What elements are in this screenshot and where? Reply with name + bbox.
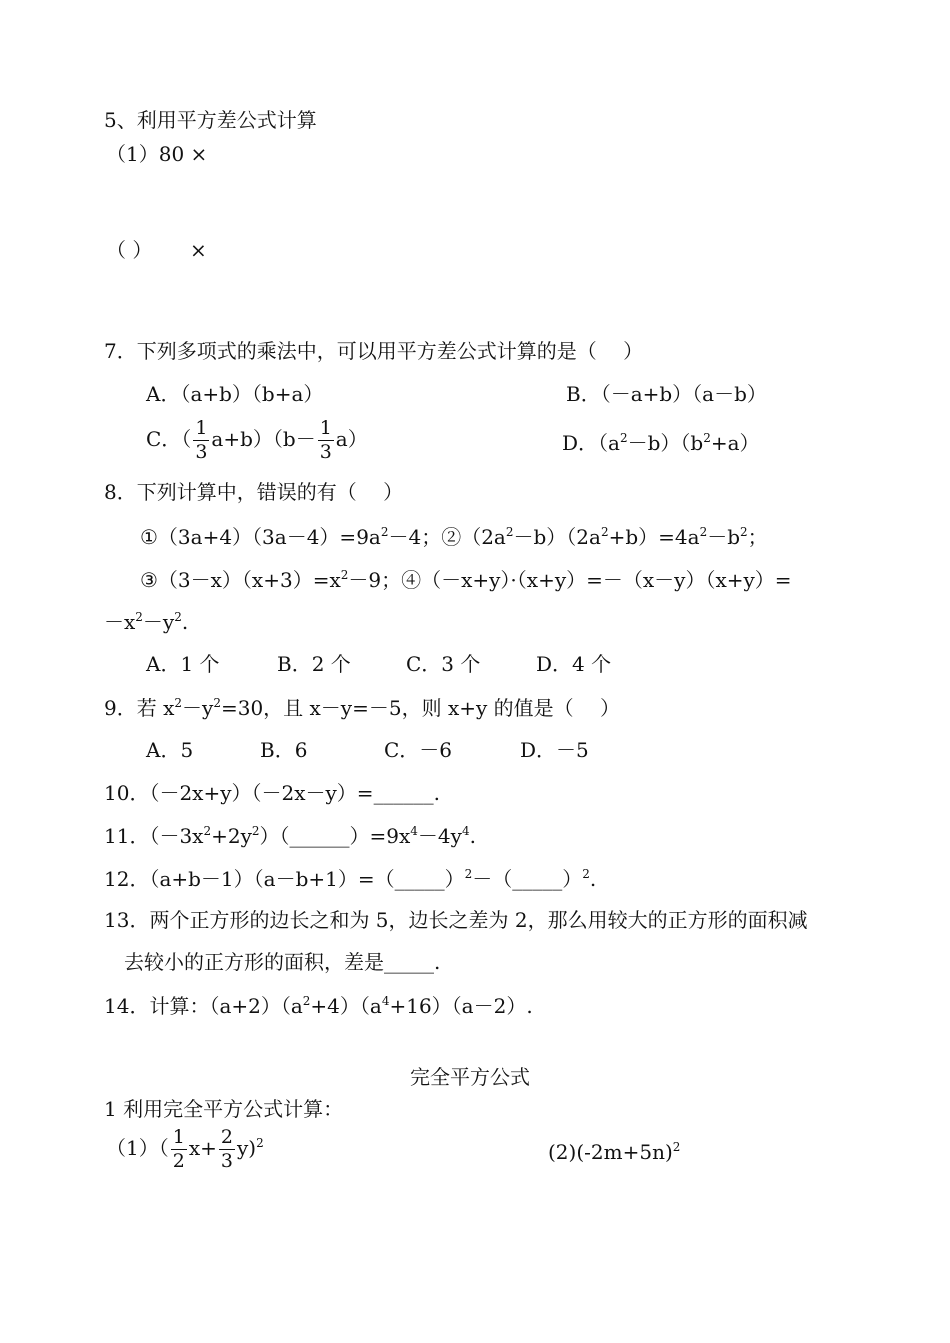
q8-stem: 8．下列计算中，错误的有（ ） bbox=[104, 480, 404, 504]
p1-f2-numerator: 2 bbox=[220, 1126, 233, 1148]
q7-option-a: A．（a+b）（b+a） bbox=[146, 382, 324, 406]
q12 bbox=[104, 868, 596, 889]
q8l1-a: ①（3a+4）（3a－4）=9a bbox=[140, 525, 381, 549]
q5-line2-times: × bbox=[190, 238, 207, 262]
q7d-part3: +a） bbox=[710, 431, 760, 455]
q8-option-a: A．1 个 bbox=[146, 652, 220, 676]
q8-line1 bbox=[140, 526, 768, 547]
q7c-f1-denominator: 3 bbox=[195, 441, 208, 463]
q9-option-b: B．6 bbox=[260, 738, 308, 762]
q8l1-sup4: 2 bbox=[699, 525, 708, 539]
p2-pre: (2)(-2m+5n) bbox=[548, 1140, 673, 1164]
q7c-mid: a+b）（b－ bbox=[211, 427, 316, 451]
p1-f2-denominator: 3 bbox=[220, 1150, 233, 1172]
q7c-f2-numerator: 1 bbox=[319, 417, 332, 439]
q8l1-sup2: 2 bbox=[505, 525, 514, 539]
q8l1-c: －b）（2a bbox=[513, 525, 601, 549]
q5-line2-paren: （ ） bbox=[106, 238, 153, 262]
q8l3-sup2: 2 bbox=[174, 610, 182, 624]
q8-line3 bbox=[104, 611, 188, 632]
problem-2 bbox=[548, 1141, 680, 1162]
p1-sup: 2 bbox=[256, 1136, 264, 1150]
q8l1-sup3: 2 bbox=[600, 525, 609, 539]
q14-a: 14．计算：（a+2）（a bbox=[104, 994, 303, 1018]
p1-fraction-2 bbox=[219, 1128, 235, 1171]
q7c-post: a） bbox=[335, 427, 368, 451]
p1-pre: （1）（ bbox=[106, 1136, 169, 1160]
q7-option-b: B．（－a+b）（a－b） bbox=[566, 382, 767, 406]
q11-sup4: 4 bbox=[461, 824, 470, 838]
q7d-sup1: 2 bbox=[619, 431, 628, 445]
q12-c: . bbox=[589, 867, 597, 891]
q8l1-sup1: 2 bbox=[380, 525, 389, 539]
q9-stem bbox=[104, 697, 620, 718]
q11-sup1: 2 bbox=[203, 824, 212, 838]
section-subtitle: 1 利用完全平方公式计算： bbox=[104, 1097, 344, 1121]
q9-a: 9．若 x bbox=[104, 696, 175, 720]
q8l1-d: +b）=4a bbox=[608, 525, 700, 549]
q12-sup2: 2 bbox=[582, 867, 590, 881]
q8l3-b: －y bbox=[142, 610, 175, 634]
q14-b: +4）（a bbox=[310, 994, 382, 1018]
q7d-part1: D．（a bbox=[562, 431, 620, 455]
q13-line1: 13．两个正方形的边长之和为 5，边长之差为 2，那么用较大的正方形的面积减 bbox=[104, 908, 808, 932]
q11-c: ）（______）=9x bbox=[259, 824, 411, 848]
q8l2-sup1: 2 bbox=[340, 568, 349, 582]
q8-option-b: B．2 个 bbox=[277, 652, 351, 676]
p1-post: y) bbox=[236, 1136, 257, 1160]
q11-a: 11．（－3x bbox=[104, 824, 204, 848]
q14-sup1: 2 bbox=[302, 994, 311, 1008]
q11 bbox=[104, 825, 476, 846]
q7c-fraction-1 bbox=[193, 419, 209, 462]
q7c-fraction-2 bbox=[318, 419, 334, 462]
q9-b: －y bbox=[182, 696, 214, 720]
q5-line1: （1）80 × bbox=[106, 142, 208, 166]
q14-c: +16）（a－2）. bbox=[389, 994, 533, 1018]
q7-option-d bbox=[562, 432, 760, 453]
q8l3-a: －x bbox=[104, 610, 136, 634]
q14 bbox=[104, 995, 533, 1016]
q9-option-c: C．－6 bbox=[384, 738, 453, 762]
p1-f1-denominator: 2 bbox=[172, 1150, 185, 1172]
q10: 10．（－2x+y）（－2x－y）=______. bbox=[104, 781, 440, 805]
p1-fraction-1 bbox=[171, 1128, 187, 1171]
q11-b: +2y bbox=[211, 824, 252, 848]
q11-d: －4y bbox=[417, 824, 462, 848]
q8l1-f: ； bbox=[747, 525, 768, 549]
q8l3-sup1: 2 bbox=[135, 610, 143, 624]
q12-sup1: 2 bbox=[464, 867, 473, 881]
q9-c: =30，且 x－y=－5，则 x+y 的值是（ ） bbox=[220, 696, 621, 720]
q8-option-c: C．3 个 bbox=[406, 652, 481, 676]
q8l2-b: －9；④（－x+y）·（x+y）=－（x－y）（x+y）= bbox=[348, 568, 792, 592]
q8l1-e: －b bbox=[707, 525, 741, 549]
problem-1 bbox=[106, 1128, 264, 1171]
p1-mid: x+ bbox=[188, 1136, 217, 1160]
q9-sup1: 2 bbox=[174, 696, 183, 710]
q7c-pre: C．（ bbox=[146, 427, 192, 451]
q8-option-d: D．4 个 bbox=[536, 652, 612, 676]
q12-b: －（_____） bbox=[472, 867, 583, 891]
q8-line2 bbox=[140, 569, 792, 590]
q5-title: 5、利用平方差公式计算 bbox=[104, 108, 317, 132]
q7d-part2: －b）（b bbox=[627, 431, 704, 455]
q9-option-a: A．5 bbox=[146, 738, 194, 762]
q11-e: . bbox=[469, 824, 476, 848]
q13-line2: 去较小的正方形的面积，差是_____. bbox=[124, 950, 441, 974]
p1-f1-numerator: 1 bbox=[172, 1126, 185, 1148]
q9-sup2: 2 bbox=[213, 696, 221, 710]
q7d-sup2: 2 bbox=[703, 431, 711, 445]
q14-sup2: 4 bbox=[381, 994, 390, 1008]
p2-sup: 2 bbox=[672, 1140, 681, 1154]
q11-sup2: 2 bbox=[251, 824, 260, 838]
q8l1-b: －4；②（2a bbox=[388, 525, 506, 549]
q9-option-d: D．－5 bbox=[520, 738, 589, 762]
q7c-f1-numerator: 1 bbox=[195, 417, 208, 439]
q7-stem: 7．下列多项式的乘法中，可以用平方差公式计算的是（ ） bbox=[104, 339, 644, 363]
q7c-f2-denominator: 3 bbox=[319, 441, 332, 463]
q11-sup3: 4 bbox=[410, 824, 418, 838]
section-title: 完全平方公式 bbox=[410, 1065, 530, 1089]
q8l2-a: ③（3－x）（x+3）=x bbox=[140, 568, 341, 592]
q8l3-c: . bbox=[181, 610, 189, 634]
q12-a: 12．（a+b－1）（a－b+1）=（_____） bbox=[104, 867, 465, 891]
q8l1-sup5: 2 bbox=[740, 525, 748, 539]
q7-option-c bbox=[146, 419, 368, 462]
